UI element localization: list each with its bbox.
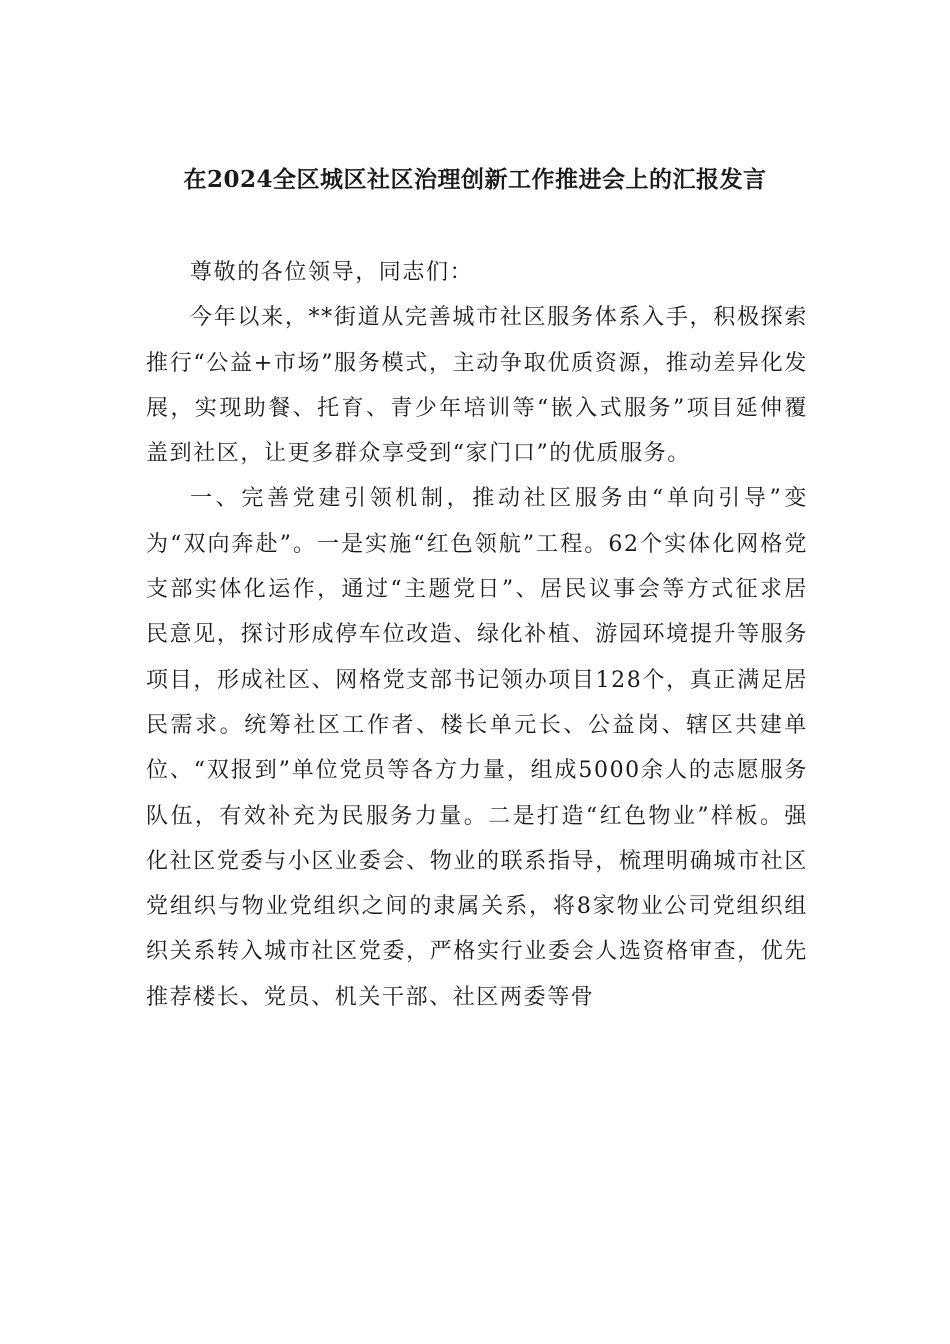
- document-body: [146, 250, 808, 1020]
- paragraph-section-1: 一、完善党建引领机制，推动社区服务由“单向引导”变为“双向奔赴”。一是实施“红色领航”工程。62个实体化网格党支部实体化运作，通过“主题党日”、居民议事会等方式征求居民意见，探讨形成停车位改造、绿化补植、游园环境提升等服务项目，形成社区、网格党支部书记领办项目128个，真正满足居民需求。统筹社区工作者、楼长单元长、公益岗、辖区共建单位、“双报到”单位党员等各方力量，组成5000余人的志愿服务队伍，有效补充为民服务力量。二是打造“红色物业”样板。强化社区党委与小区业委会、物业的联系指导，梳理明确城市社区党组织与物业党组织之间的隶属关系，将8家物业公司党组织组织关系转入城市社区党委，严格实行业委会人选资格审查，优先推荐楼长、党员、机关干部、社区两委等骨: [146, 486, 808, 1010]
- document-title: 在2024全区城区社区治理创新工作推进会上的汇报发言: [183, 166, 767, 193]
- paragraph-intro: 今年以来，**街道从完善城市社区服务体系入手，积极探索推行“公益+市场”服务模式，主动争取优质资源，推动差异化发展，实现助餐、托育、青少年培训等“嵌入式服务”项目延伸覆盖到社区，让更多群众享受到“家门口”的优质服务。: [146, 305, 808, 467]
- salutation: 尊敬的各位领导，同志们：: [190, 260, 474, 285]
